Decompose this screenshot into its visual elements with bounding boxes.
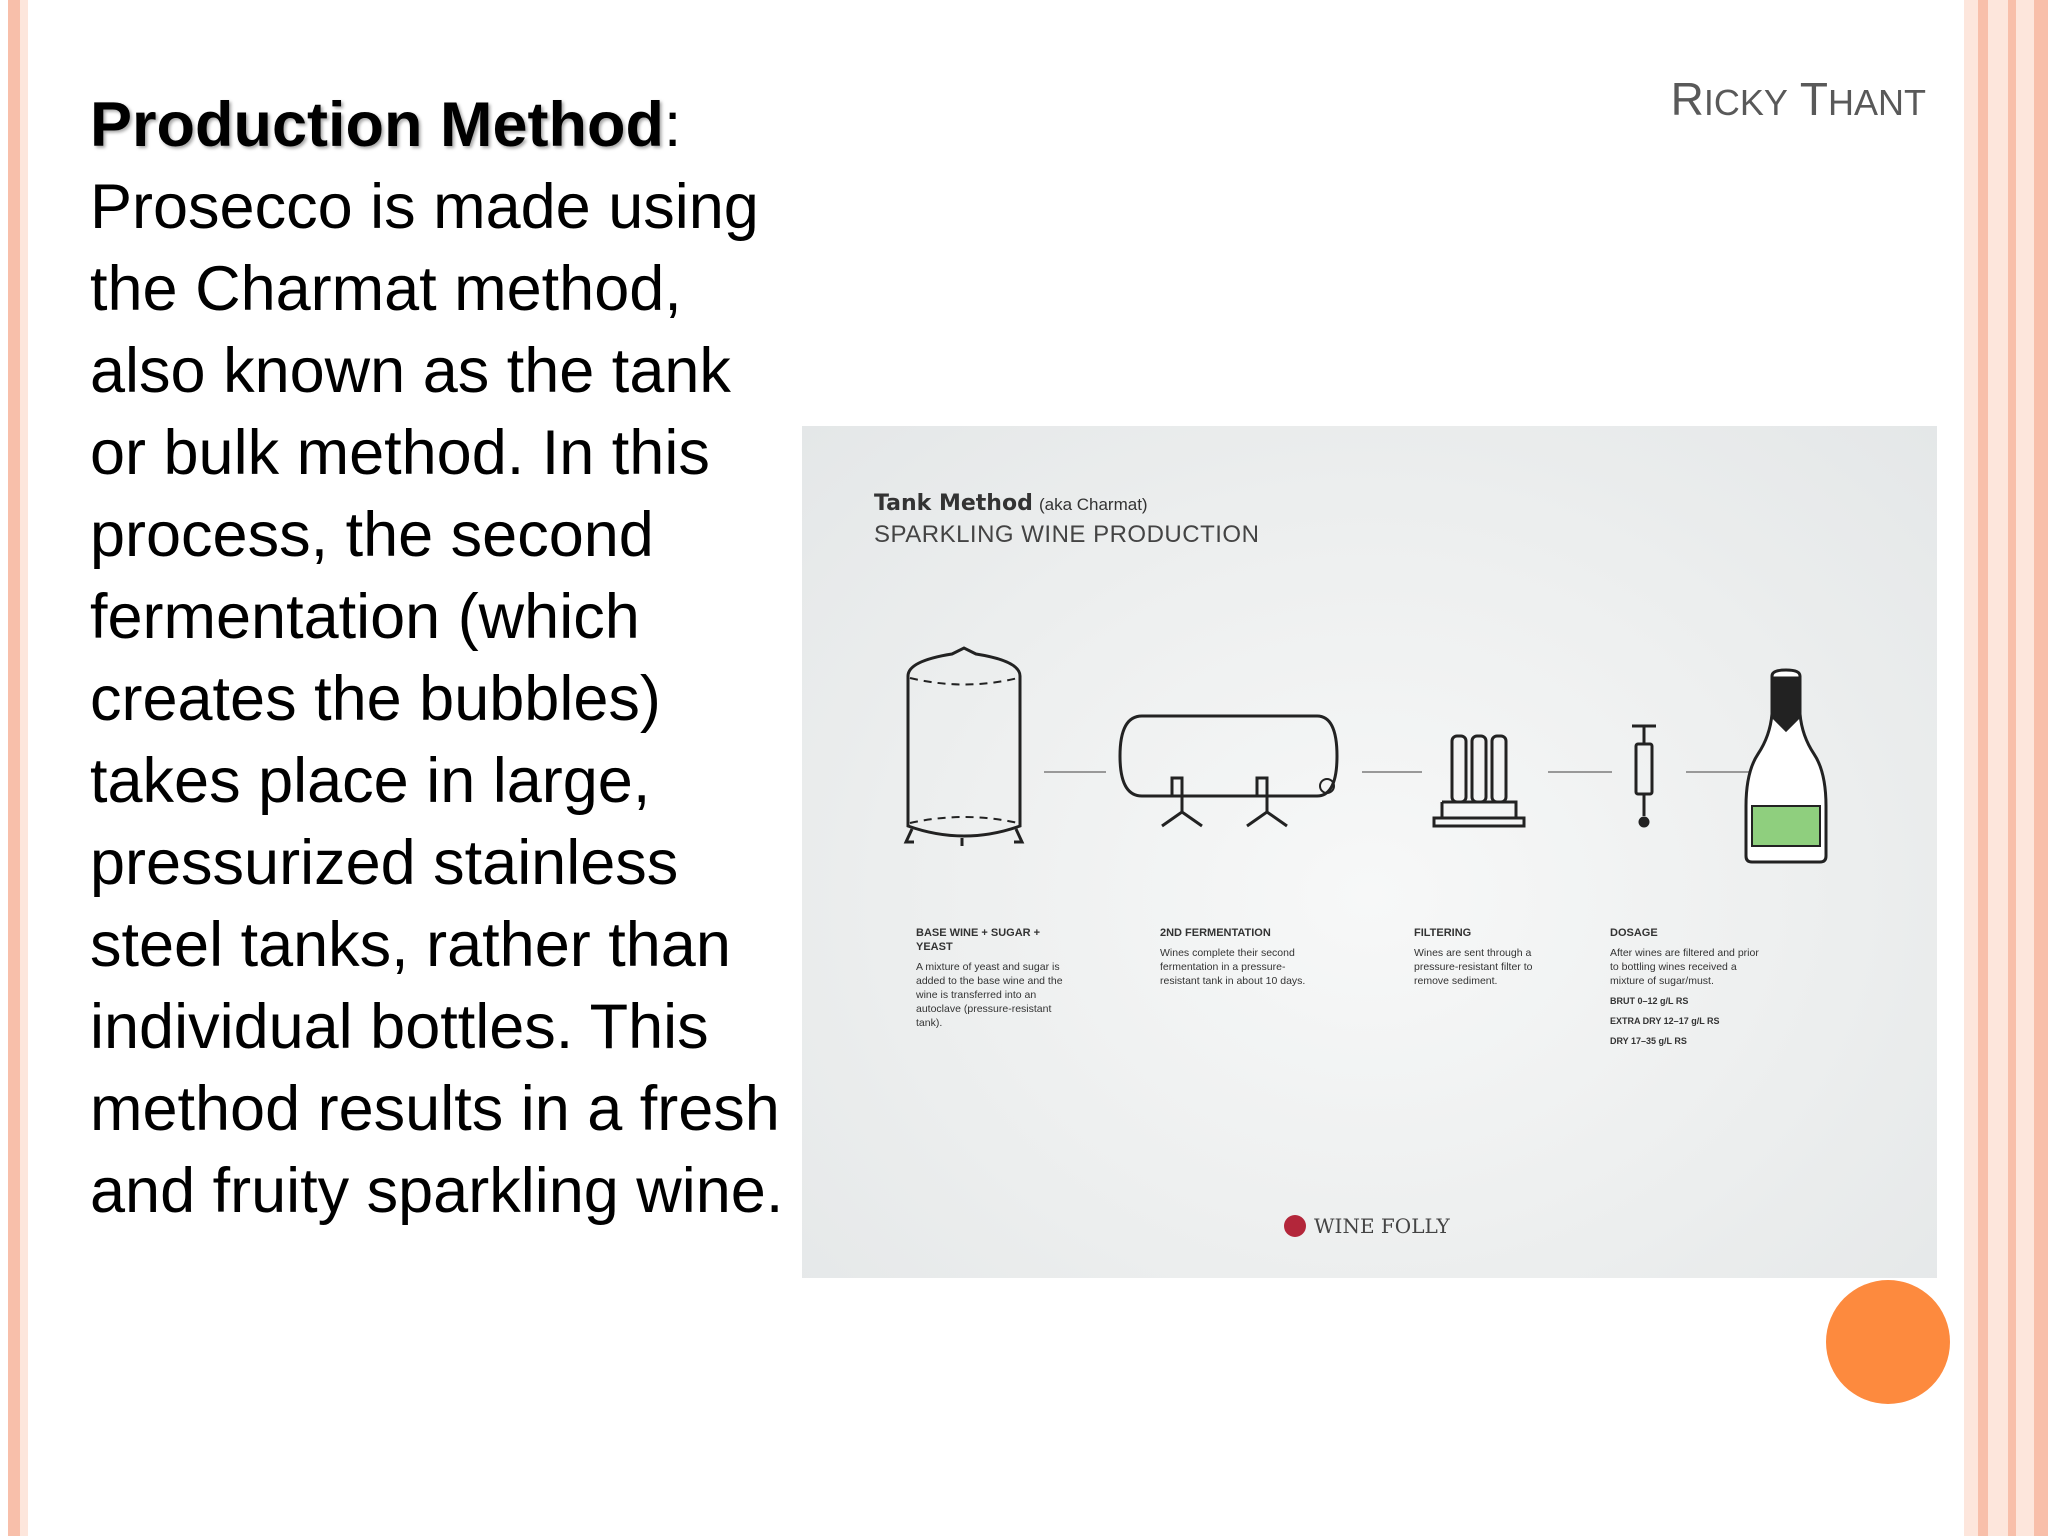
dosage-level: EXTRA DRY 12–17 g/L RS <box>1610 1016 1720 1026</box>
right-border-stripe-2 <box>2008 0 2016 1536</box>
horizontal-tank-icon <box>1120 716 1337 826</box>
vertical-tank-icon <box>906 648 1022 846</box>
process-illustration <box>802 426 1937 1278</box>
author-name: RICKY THANT <box>1670 73 1926 125</box>
right-border-stripe-light <box>1964 0 1978 1536</box>
step-base-wine: BASE WINE + SUGAR + YEAST A mixture of yeast and sugar is added to the base wine and the wine is transferred into an autoclave (pressure-resistant tank). <box>916 927 1063 1029</box>
tank-method-infographic <box>802 426 1937 1278</box>
step-dosage: DOSAGE After wines are filtered and prior to bottling wines received a mixture of sugar/must. BRUT 0–12 g/L RS EXTRA DRY 12–17 g/L RS DRY 17–35 g/L RS <box>1610 927 1759 1046</box>
slide-body <box>90 84 790 1232</box>
decorative-orange-circle <box>1826 1280 1950 1404</box>
left-border-stripe-light <box>20 0 28 1536</box>
slide-heading: Production Method <box>90 90 664 160</box>
syringe-icon <box>1632 726 1656 826</box>
right-border-stripe-light-2 <box>1988 0 2008 1536</box>
right-border-stripe <box>1978 0 1988 1536</box>
step-filtering: FILTERING Wines are sent through a pressure-resistant filter to remove sediment. <box>1414 927 1533 987</box>
step-second-fermentation: 2ND FERMENTATION Wines complete their second fermentation in a pressure-resistant tank in about 10 days. <box>1160 927 1306 987</box>
dosage-level: DRY 17–35 g/L RS <box>1610 1036 1687 1046</box>
wine-folly-logo <box>1284 1214 1450 1238</box>
filter-icon <box>1434 736 1524 826</box>
right-border-stripe-3 <box>2034 0 2048 1536</box>
left-border-stripe <box>8 0 20 1536</box>
figure-title: Tank Method (aka Charmat) <box>874 491 1148 516</box>
slide-paragraph: Prosecco is made using the Charmat method, also known as the tank or bulk method. In this process, the second fermentation (which creates the bubbles) takes place in large, pressurized stainless steel tanks, rather than individual bottles. This method results in a fresh and fruity sparkling wine. <box>90 172 784 1226</box>
heading-colon: : <box>663 90 682 160</box>
dosage-level: BRUT 0–12 g/L RS <box>1610 996 1689 1006</box>
right-border-stripe-light-3 <box>2016 0 2034 1536</box>
brand-name: WINE FOLLY <box>1314 1214 1450 1238</box>
wine-folly-logo-icon <box>1284 1215 1306 1237</box>
figure-subtitle: SPARKLING WINE PRODUCTION <box>874 521 1260 548</box>
champagne-bottle-icon <box>1746 670 1826 862</box>
